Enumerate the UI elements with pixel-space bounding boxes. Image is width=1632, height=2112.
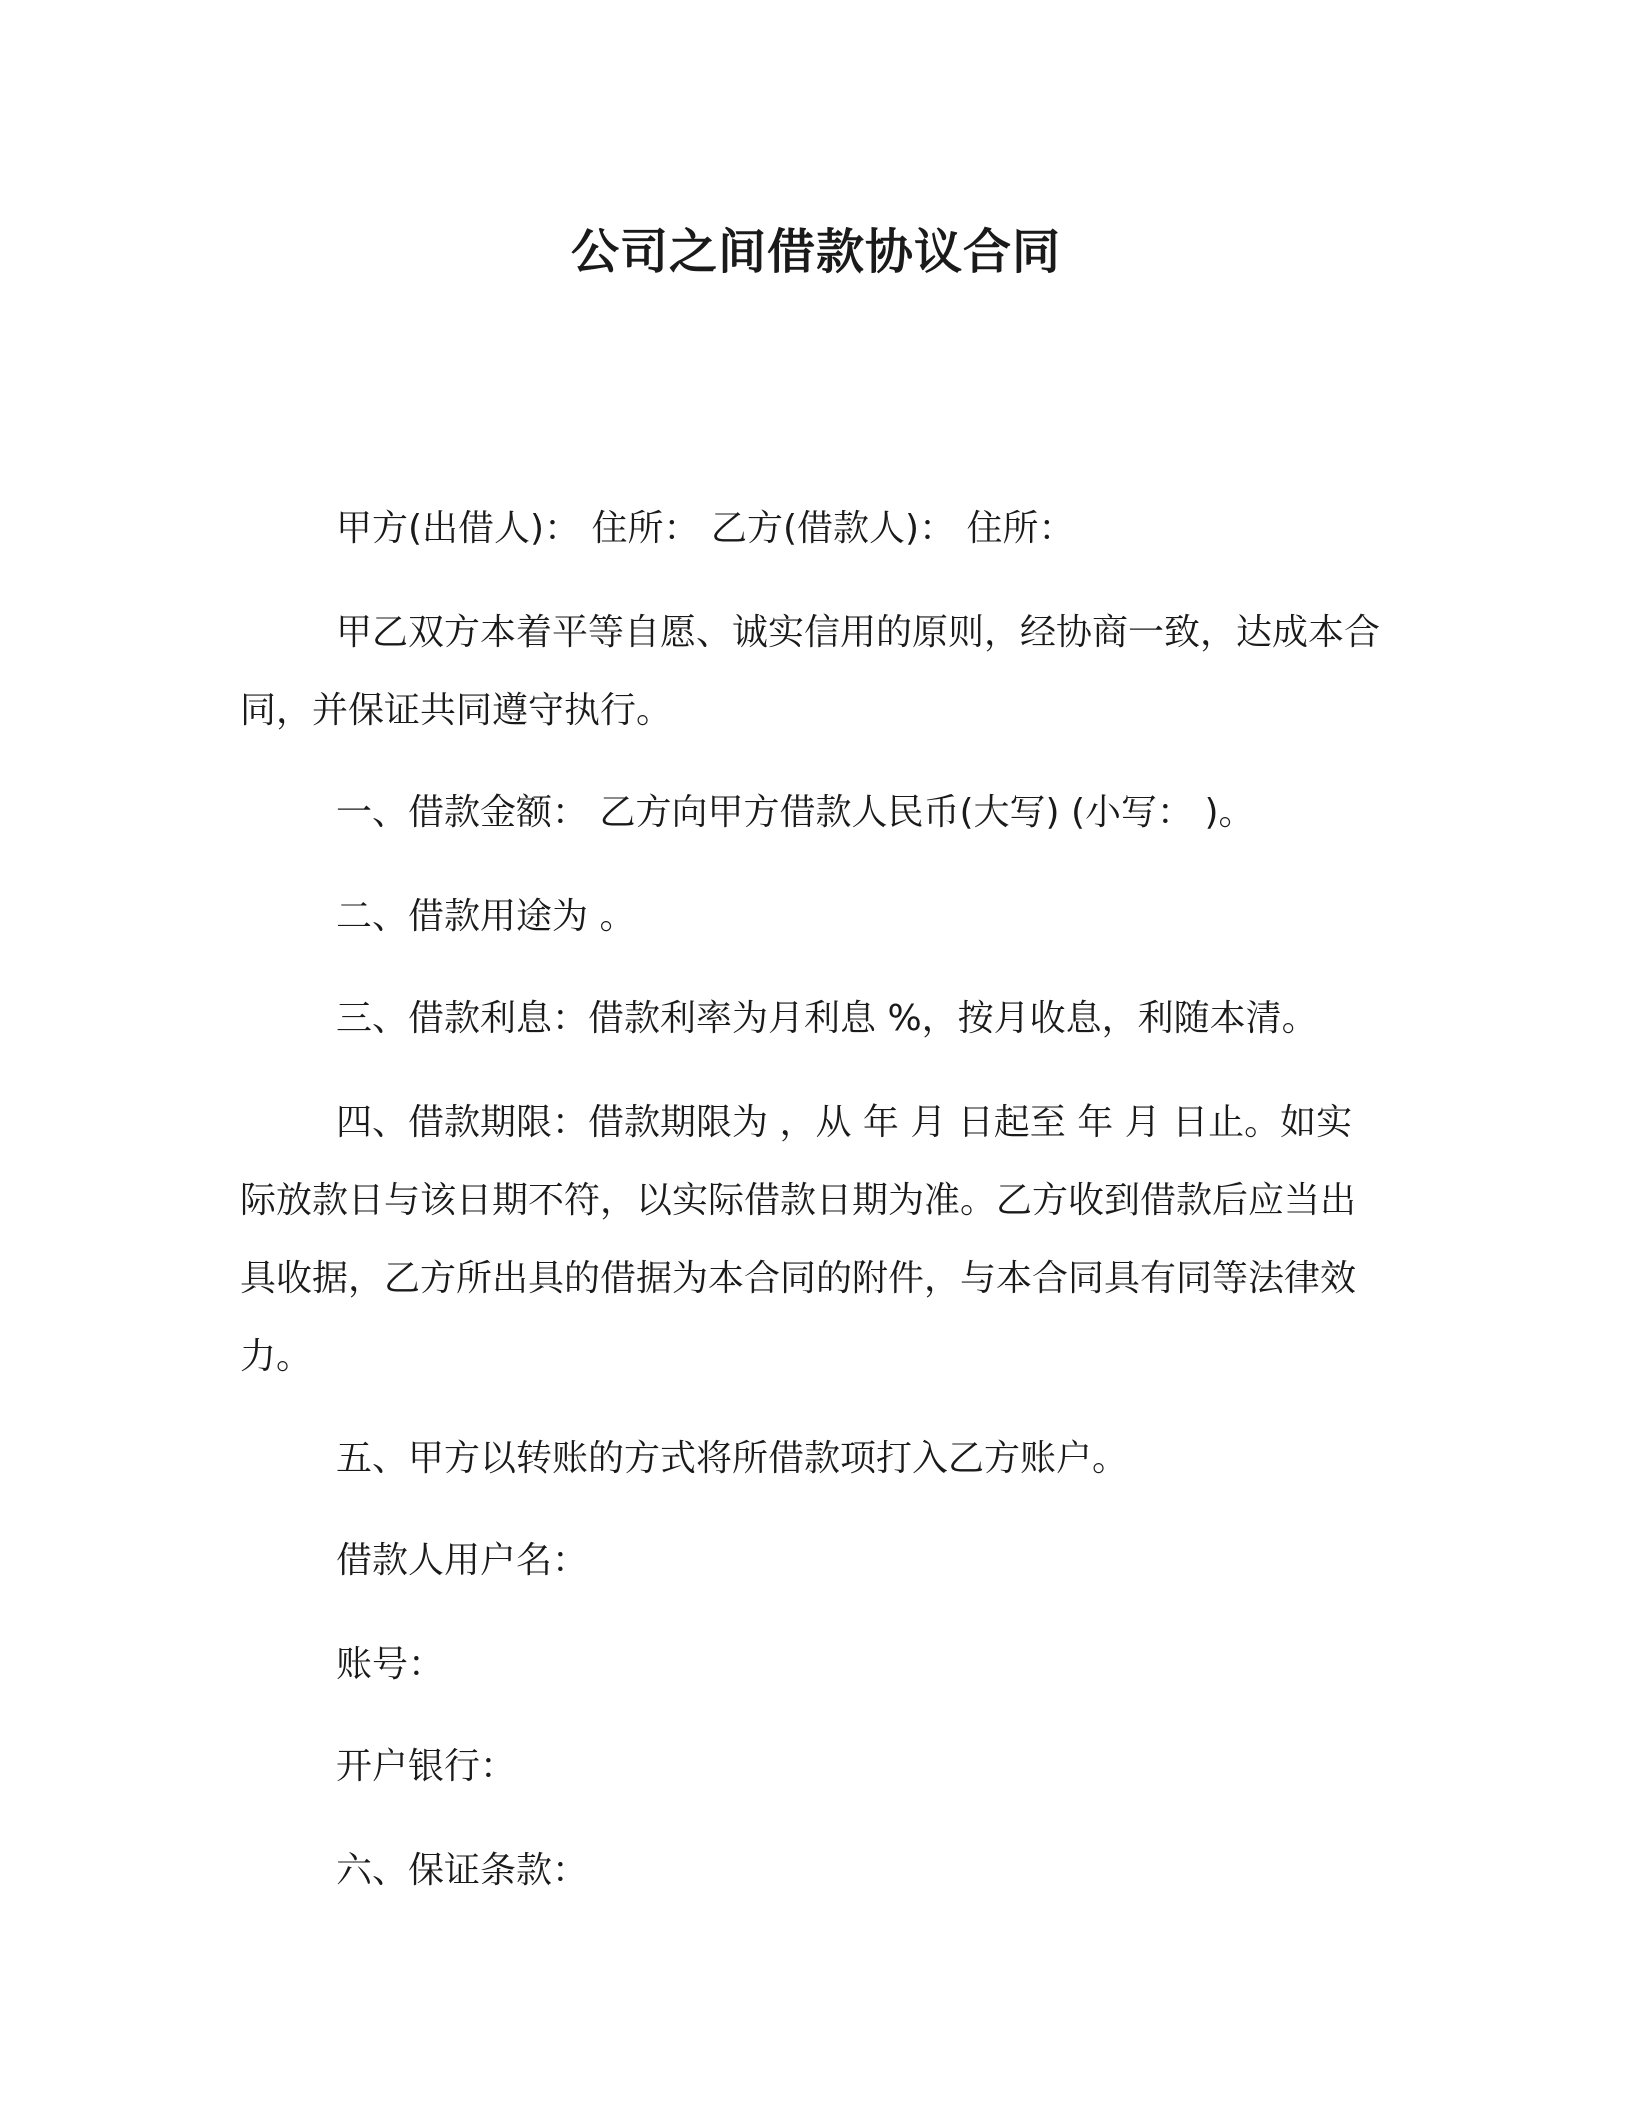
account-name-line: 借款人用户名： bbox=[336, 1540, 589, 1581]
clause-4-paragraph: 四、借款期限：借款期限为 ，从 年 月 日起至 年 月 日止。如实际放款日与该日期不符，以实际借款日期为准。乙方收到借款后应当出具收据，乙方所出具的借据为本合同的附件，与本合同具有同等法律效力。 bbox=[240, 1102, 1357, 1377]
intro-paragraph: 甲乙双方本着平等自愿、诚实信用的原则，经协商一致，达成本合同，并保证共同遵守执行。 bbox=[240, 612, 1381, 731]
clause-5-paragraph: 五、甲方以转账的方式将所借款项打入乙方账户。 bbox=[336, 1438, 1129, 1479]
parties-paragraph: 甲方(出借人)： 住所： 乙方(借款人)： 住所： bbox=[336, 508, 1075, 549]
clause-3-paragraph: 三、借款利息：借款利率为月利息 %，按月收息，利随本清。 bbox=[336, 998, 1318, 1039]
bank-line: 开户银行： bbox=[336, 1746, 517, 1787]
account-number-line: 账号： bbox=[336, 1644, 445, 1685]
clause-6-paragraph: 六、保证条款： bbox=[336, 1850, 589, 1891]
document-title: 公司之间借款协议合同 bbox=[570, 224, 1061, 280]
clause-2-paragraph: 二、借款用途为 。 bbox=[336, 896, 636, 937]
clause-1-paragraph: 一、借款金额： 乙方向甲方借款人民币(大写) (小写： )。 bbox=[336, 792, 1255, 833]
